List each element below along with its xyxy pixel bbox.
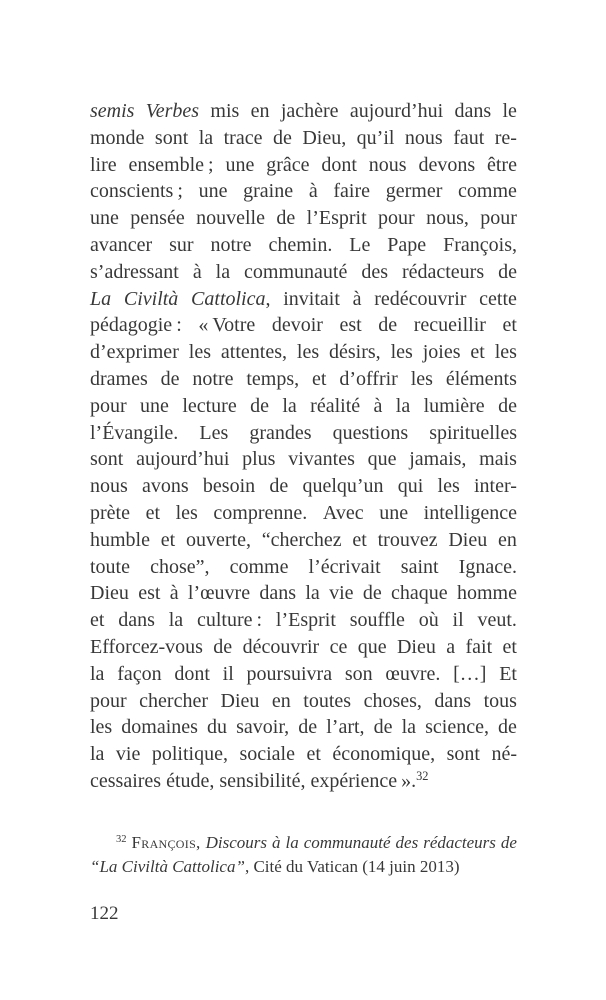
text-line	[90, 125, 517, 152]
word: drames	[90, 367, 148, 390]
text-line	[90, 527, 517, 554]
word: questions	[332, 421, 409, 444]
word: l’Esprit	[275, 609, 336, 632]
text-line	[90, 741, 517, 768]
word: une	[198, 180, 228, 203]
word: façon	[117, 662, 162, 685]
word: Dieu,	[302, 126, 347, 149]
text-line	[90, 714, 517, 741]
word: […]	[453, 662, 487, 685]
word: de	[498, 394, 517, 417]
word: à	[271, 833, 281, 852]
word: 2013)	[419, 857, 460, 876]
word: “La	[90, 857, 118, 876]
word: dans	[434, 689, 472, 712]
word: où	[418, 609, 439, 632]
word: besoin	[202, 475, 256, 498]
word: inter-	[473, 475, 517, 498]
word: attentes,	[220, 341, 287, 364]
word: les	[437, 475, 460, 498]
word: la	[90, 662, 105, 685]
word: jachère	[280, 100, 339, 122]
word: et	[306, 743, 321, 766]
word: de	[362, 582, 382, 605]
word: veut.	[477, 609, 517, 632]
word: Civiltà	[121, 857, 168, 876]
text-line	[90, 339, 517, 366]
word: expérience ».$^{32}$	[310, 769, 429, 792]
word: Cattolica”,	[172, 857, 250, 876]
word: ouverte,	[185, 528, 251, 551]
word: les	[410, 367, 433, 390]
word: monde	[90, 126, 145, 149]
text-line	[90, 768, 517, 795]
word: à	[169, 582, 179, 605]
word: chose”,	[150, 555, 210, 578]
word: comprenne.	[213, 501, 308, 524]
word: mis	[210, 100, 240, 122]
word: s’adressant	[90, 260, 179, 283]
word: rédacteurs	[401, 260, 485, 283]
word: lire	[90, 153, 117, 176]
word: sont	[154, 126, 189, 149]
word: nouvelle	[196, 207, 265, 230]
text-line	[90, 420, 517, 447]
word: et	[90, 609, 105, 632]
word: nous,	[426, 207, 469, 230]
word: poursuivra	[246, 662, 333, 685]
word: choses,	[363, 689, 422, 712]
word: ce	[329, 635, 348, 658]
word: du	[286, 857, 304, 876]
word: Efforcez-vous	[90, 635, 203, 658]
word: comme	[458, 180, 517, 203]
word: une	[140, 394, 169, 417]
word: la	[285, 833, 299, 852]
text-line	[90, 205, 517, 232]
text-line	[90, 661, 517, 688]
text-line	[90, 473, 517, 500]
word: lecture	[182, 394, 237, 417]
text-line	[90, 259, 517, 286]
word: l’œuvre	[187, 582, 251, 605]
word: Ignace.	[458, 555, 517, 578]
word: de	[276, 207, 296, 230]
word: Cattolica,	[191, 287, 271, 310]
text-line	[90, 178, 517, 205]
word: domaines	[121, 716, 198, 739]
word: l’Évangile.	[90, 421, 179, 444]
text-line	[90, 607, 517, 634]
word: juin	[389, 857, 416, 876]
word: toutes	[303, 689, 352, 712]
text-line	[90, 152, 517, 179]
word: fait	[465, 635, 493, 658]
word: Les	[199, 421, 229, 444]
word: né-	[491, 743, 517, 766]
word: et	[502, 314, 517, 337]
word: les	[175, 501, 198, 524]
word: étude,	[166, 769, 215, 792]
word: et	[470, 341, 485, 364]
word: François,	[443, 233, 517, 256]
word: notre	[192, 367, 234, 390]
word: vie	[115, 743, 141, 766]
word: de	[269, 475, 289, 498]
word: grâce	[266, 153, 310, 176]
word: éléments	[445, 367, 517, 390]
word: faire	[333, 180, 371, 203]
word: invitait	[283, 287, 340, 310]
word: notre	[210, 233, 252, 256]
word: la	[282, 394, 297, 417]
word: mais	[479, 448, 517, 471]
word: est	[339, 314, 362, 337]
word: graine	[243, 180, 294, 203]
word: joies	[422, 341, 461, 364]
word: re-	[494, 126, 517, 149]
text-line	[90, 554, 517, 581]
word: de	[378, 314, 398, 337]
text-line	[90, 580, 517, 607]
word: Et	[499, 662, 517, 685]
word: la	[90, 743, 105, 766]
word: à	[192, 260, 202, 283]
text-line	[90, 393, 517, 420]
word: le	[502, 100, 517, 122]
word: découvrir	[242, 635, 320, 658]
word: tous	[483, 689, 517, 712]
word: chemin.	[268, 233, 333, 256]
word: La	[90, 287, 112, 310]
word: à	[373, 394, 383, 417]
word: « Votre	[198, 314, 256, 337]
word: Civiltà	[123, 287, 179, 310]
word: les	[296, 341, 320, 364]
word: nous	[404, 126, 443, 149]
word: Dieu	[448, 528, 488, 551]
word: les	[90, 716, 113, 739]
word: et	[145, 501, 161, 524]
word: plus	[242, 448, 276, 471]
word: pour	[378, 207, 415, 230]
word: une	[225, 153, 255, 176]
word: d’offrir	[339, 367, 398, 390]
word: que	[357, 635, 387, 658]
word: pensée	[130, 207, 185, 230]
word: redécouvrir	[374, 287, 467, 310]
text-line	[90, 312, 517, 339]
word: Discours	[205, 833, 267, 852]
word: aujourd’hui	[349, 100, 444, 122]
word: réalité	[310, 394, 361, 417]
word: en	[271, 689, 291, 712]
word: chaque	[391, 582, 448, 605]
word: intelligence	[423, 501, 517, 524]
word: savoir,	[236, 716, 290, 739]
word: dans	[454, 100, 492, 122]
word: et	[160, 528, 176, 551]
word: vivantes	[288, 448, 355, 471]
word: sur	[169, 233, 194, 256]
word: pour	[90, 689, 127, 712]
word: cessaires	[90, 769, 162, 792]
body-text	[90, 98, 517, 795]
word: chercher	[139, 689, 208, 712]
word: de	[160, 367, 180, 390]
word: la	[215, 260, 231, 283]
word: de	[250, 394, 269, 417]
word: et	[502, 635, 517, 658]
text-line	[90, 98, 517, 125]
word: l’écrivait	[308, 555, 381, 578]
word: culture :	[196, 609, 263, 632]
word: nous	[368, 153, 407, 176]
footnote	[90, 831, 517, 879]
word: prète	[90, 501, 130, 524]
text-line	[90, 634, 517, 661]
word: l’art,	[326, 716, 365, 739]
word: politique,	[151, 743, 228, 766]
word: vie	[329, 582, 354, 605]
word: son	[344, 662, 373, 685]
word: Dieu	[220, 689, 260, 712]
word: pédagogie :	[90, 314, 182, 337]
word: du	[207, 716, 228, 739]
word: de	[213, 635, 233, 658]
word: François,	[131, 833, 201, 852]
word: devons	[418, 153, 476, 176]
word: toute	[90, 555, 130, 578]
word: Vatican	[306, 857, 358, 876]
word: de	[373, 716, 393, 739]
word: rédacteurs	[423, 833, 496, 852]
word: de	[272, 126, 292, 149]
word: sensibilité,	[219, 769, 306, 792]
text-line	[90, 366, 517, 393]
word: économique,	[332, 743, 436, 766]
word: recueillir	[413, 314, 486, 337]
word: il	[222, 662, 234, 685]
word: qui	[397, 475, 424, 498]
word: dans	[259, 582, 297, 605]
word: devoir	[271, 314, 323, 337]
word: Pape	[387, 233, 427, 256]
word: homme	[456, 582, 517, 605]
word: saint	[400, 555, 439, 578]
word: désirs,	[329, 341, 381, 364]
word: dans	[118, 609, 155, 632]
word: des	[395, 833, 419, 852]
word: œuvre.	[385, 662, 441, 685]
word: sont	[446, 743, 480, 766]
word: à	[352, 287, 362, 310]
word: que	[367, 448, 397, 471]
word: de	[498, 260, 517, 283]
word: 32	[116, 834, 127, 846]
word: spirituelles	[429, 421, 517, 444]
text-line	[90, 446, 517, 473]
word: (14	[362, 857, 385, 876]
word: dont	[174, 662, 210, 685]
word: Verbes	[145, 100, 200, 122]
word: et	[312, 367, 327, 390]
word: être	[486, 153, 517, 176]
word: grandes	[249, 421, 312, 444]
word: à	[308, 180, 318, 203]
word: comme	[229, 555, 289, 578]
word: cette	[479, 287, 517, 310]
word: avons	[142, 475, 189, 498]
word: semis	[90, 100, 135, 122]
word: d’exprimer	[90, 341, 179, 364]
word: a	[446, 635, 456, 658]
word: trace	[223, 126, 263, 149]
word: conscients ;	[90, 180, 183, 203]
word: lumière	[423, 394, 485, 417]
text-line	[90, 831, 517, 855]
word: les	[188, 341, 211, 364]
text-line	[90, 232, 517, 259]
word: faut	[453, 126, 485, 149]
word: souffle	[349, 609, 405, 632]
word: les	[494, 341, 517, 364]
word: les	[390, 341, 413, 364]
word: de	[500, 833, 517, 852]
word: il	[452, 609, 464, 632]
text-line	[90, 855, 517, 879]
word: jamais,	[409, 448, 467, 471]
word: germer	[385, 180, 443, 203]
word: Dieu	[396, 635, 436, 658]
word: l’Esprit	[306, 207, 367, 230]
word: dont	[321, 153, 357, 176]
word: des	[361, 260, 388, 283]
text-line	[90, 688, 517, 715]
word: Avec	[322, 501, 364, 524]
word: la	[395, 394, 411, 417]
word: la	[168, 609, 184, 632]
text-line	[90, 286, 517, 313]
word: Dieu	[90, 582, 129, 605]
word: Cité	[253, 857, 282, 876]
word: sociale	[239, 743, 295, 766]
word: trouvez	[377, 528, 438, 551]
word: la	[198, 126, 214, 149]
word: une	[90, 207, 119, 230]
word: en	[250, 100, 270, 122]
word: temps,	[246, 367, 300, 390]
word: nous	[90, 475, 128, 498]
word: avancer	[90, 233, 153, 256]
word: de	[498, 716, 517, 739]
word: sont	[90, 448, 124, 471]
word: Le	[349, 233, 371, 256]
word: “cherchez	[261, 528, 342, 551]
word: est	[138, 582, 161, 605]
word: la	[305, 582, 320, 605]
text-line	[90, 500, 517, 527]
word: communauté	[303, 833, 391, 852]
word: aujourd’hui	[136, 448, 230, 471]
word: pour	[480, 207, 517, 230]
word: ensemble ;	[128, 153, 214, 176]
word: en	[498, 528, 517, 551]
page-number: 122	[90, 903, 119, 924]
word: pour	[90, 394, 127, 417]
word: et	[352, 528, 367, 551]
word: une	[379, 501, 409, 524]
word: la	[401, 716, 417, 739]
word: humble	[90, 528, 150, 551]
word: communauté	[244, 260, 348, 283]
word: de	[298, 716, 318, 739]
word: quelqu’un	[302, 475, 384, 498]
word: science,	[425, 716, 489, 739]
word: qu’il	[356, 126, 395, 149]
